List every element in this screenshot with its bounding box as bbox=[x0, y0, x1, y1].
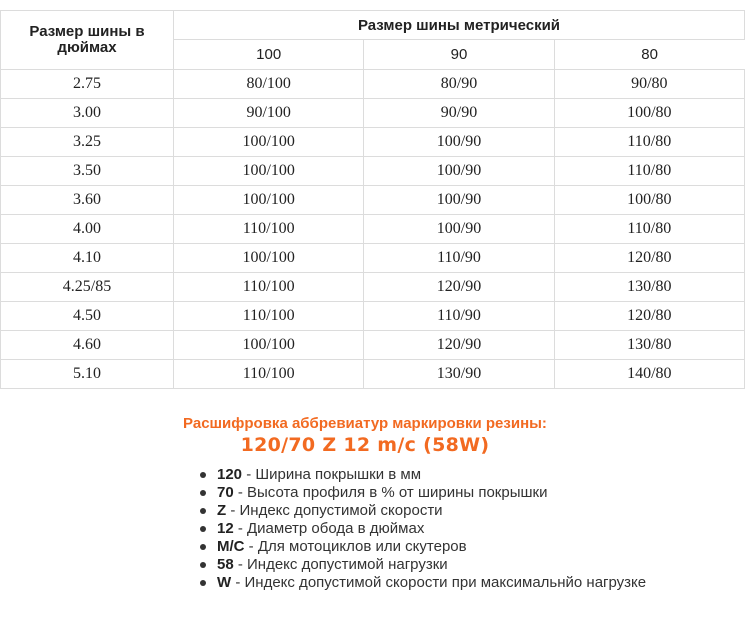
sub-header-80: 80 bbox=[554, 40, 744, 70]
sub-header-90: 90 bbox=[364, 40, 554, 70]
table-row bbox=[1, 186, 745, 215]
legend-text: - Диаметр обода в дюймах bbox=[233, 520, 425, 537]
bullet-icon bbox=[200, 562, 206, 568]
metric-90-cell: 130/90 bbox=[364, 360, 554, 389]
metric-90-cell: 100/90 bbox=[364, 157, 554, 186]
metric-80-cell: 110/80 bbox=[554, 157, 744, 186]
metric-80-cell: 100/80 bbox=[554, 99, 744, 128]
metric-90-cell: 120/90 bbox=[364, 331, 554, 360]
metric-100-cell: 100/100 bbox=[174, 157, 364, 186]
bullet-icon bbox=[200, 526, 206, 532]
list-item bbox=[198, 556, 646, 574]
inch-size-cell: 5.10 bbox=[1, 360, 174, 389]
metric-100-cell: 110/100 bbox=[174, 302, 364, 331]
inch-size-cell: 3.25 bbox=[1, 128, 174, 157]
metric-100-cell: 90/100 bbox=[174, 99, 364, 128]
metric-80-cell: 120/80 bbox=[554, 244, 744, 273]
inch-size-cell: 4.10 bbox=[1, 244, 174, 273]
inch-size-cell: 3.60 bbox=[1, 186, 174, 215]
metric-80-cell: 120/80 bbox=[554, 302, 744, 331]
metric-90-cell: 110/90 bbox=[364, 302, 554, 331]
metric-90-cell: 100/90 bbox=[364, 128, 554, 157]
decode-title: Расшифровка аббревиатур маркировки резины: bbox=[183, 415, 547, 432]
bullet-icon bbox=[200, 580, 206, 586]
metric-90-cell: 100/90 bbox=[364, 186, 554, 215]
legend-key: 12 bbox=[217, 520, 234, 537]
metric-100-cell: 100/100 bbox=[174, 186, 364, 215]
table-row bbox=[1, 273, 745, 302]
inch-size-cell: 4.50 bbox=[1, 302, 174, 331]
list-item bbox=[198, 466, 646, 484]
legend-key: 70 bbox=[217, 484, 234, 501]
table-row bbox=[1, 157, 745, 186]
legend-text: - Высота профиля в % от ширины покрышки bbox=[233, 484, 548, 501]
metric-80-cell: 110/80 bbox=[554, 215, 744, 244]
metric-100-cell: 100/100 bbox=[174, 244, 364, 273]
inch-size-header: Размер шины в дюймах bbox=[1, 11, 174, 70]
metric-100-cell: 100/100 bbox=[174, 331, 364, 360]
list-item bbox=[198, 502, 646, 520]
marking-legend-list bbox=[198, 466, 646, 592]
sub-header-100: 100 bbox=[174, 40, 364, 70]
table-row bbox=[1, 99, 745, 128]
metric-100-cell: 110/100 bbox=[174, 273, 364, 302]
metric-size-header: Размер шины метрический bbox=[174, 11, 745, 40]
metric-90-cell: 120/90 bbox=[364, 273, 554, 302]
legend-key: M/C bbox=[217, 538, 245, 555]
tire-size-table bbox=[0, 10, 745, 389]
metric-90-cell: 90/90 bbox=[364, 99, 554, 128]
legend-text: - Для мотоциклов или скутеров bbox=[244, 538, 467, 555]
legend-text: - Ширина покрышки в мм bbox=[242, 466, 422, 483]
inch-size-cell: 2.75 bbox=[1, 70, 174, 99]
bullet-icon bbox=[200, 508, 206, 514]
table-row bbox=[1, 302, 745, 331]
legend-text: - Индекс допустимой скорости при максимальнйо нагрузке bbox=[231, 574, 647, 591]
list-item bbox=[198, 520, 646, 538]
list-item bbox=[198, 484, 646, 502]
table-row bbox=[1, 244, 745, 273]
metric-100-cell: 100/100 bbox=[174, 128, 364, 157]
metric-100-cell: 110/100 bbox=[174, 360, 364, 389]
legend-key: W bbox=[217, 574, 232, 591]
legend-key: Z bbox=[217, 502, 227, 519]
inch-size-cell: 4.00 bbox=[1, 215, 174, 244]
metric-100-cell: 80/100 bbox=[174, 70, 364, 99]
inch-size-cell: 4.25/85 bbox=[1, 273, 174, 302]
inch-size-cell: 4.60 bbox=[1, 331, 174, 360]
metric-80-cell: 110/80 bbox=[554, 128, 744, 157]
tire-marking-code: 120/70 Z 12 m/c (58W) bbox=[240, 434, 490, 456]
legend-text: - Индекс допустимой скорости bbox=[226, 502, 443, 519]
table-row bbox=[1, 331, 745, 360]
metric-90-cell: 110/90 bbox=[364, 244, 554, 273]
bullet-icon bbox=[200, 544, 206, 550]
table-row bbox=[1, 360, 745, 389]
metric-80-cell: 130/80 bbox=[554, 273, 744, 302]
legend-text: - Индекс допустимой нагрузки bbox=[233, 556, 448, 573]
metric-80-cell: 100/80 bbox=[554, 186, 744, 215]
list-item bbox=[198, 538, 646, 556]
inch-size-cell: 3.00 bbox=[1, 99, 174, 128]
metric-100-cell: 110/100 bbox=[174, 215, 364, 244]
legend-key: 120 bbox=[217, 466, 243, 483]
list-item bbox=[198, 574, 646, 592]
table-row bbox=[1, 128, 745, 157]
table-row bbox=[1, 70, 745, 99]
metric-80-cell: 140/80 bbox=[554, 360, 744, 389]
metric-80-cell: 130/80 bbox=[554, 331, 744, 360]
bullet-icon bbox=[200, 490, 206, 496]
inch-size-cell: 3.50 bbox=[1, 157, 174, 186]
legend-key: 58 bbox=[217, 556, 234, 573]
table-row bbox=[1, 215, 745, 244]
metric-90-cell: 80/90 bbox=[364, 70, 554, 99]
metric-90-cell: 100/90 bbox=[364, 215, 554, 244]
bullet-icon bbox=[200, 472, 206, 478]
metric-80-cell: 90/80 bbox=[554, 70, 744, 99]
